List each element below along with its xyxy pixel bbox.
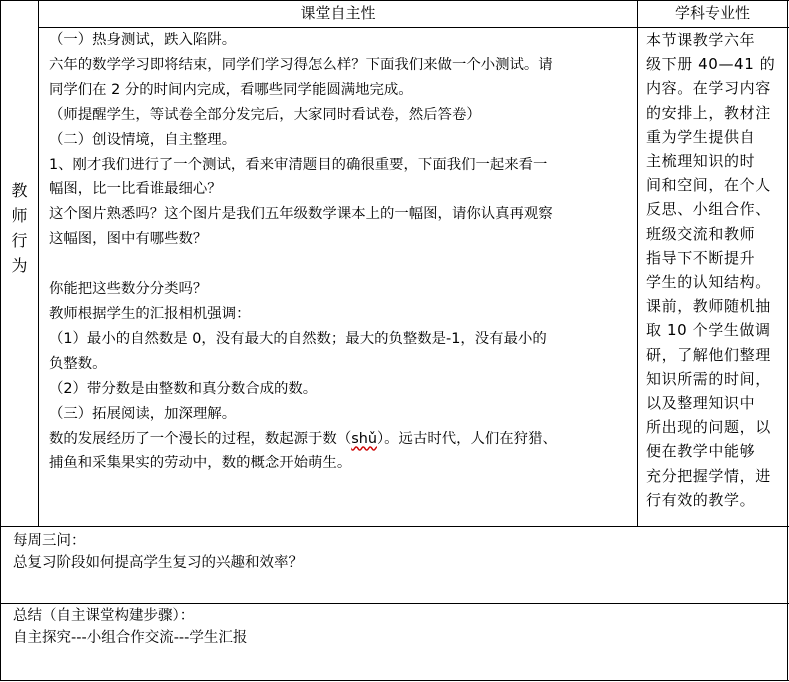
paragraph-line: 这个图片熟悉吗？这个图片是我们五年级数学课本上的一幅图，请你认真再观察 xyxy=(49,206,553,223)
right-line: 课前，教师随机抽 xyxy=(646,297,771,316)
paragraph-line: 捕鱼和采集果实的劳动中，数的概念开始萌生。 xyxy=(49,455,352,472)
right-line: 内容。在学习内容 xyxy=(646,79,771,98)
right-line: 所出现的问题，以 xyxy=(646,418,771,437)
row-label-cell xyxy=(1,28,38,525)
header-main: 课堂自主性 xyxy=(300,4,376,22)
weekly-question: 总复习阶段如何提高学生复习的兴趣和效率？ xyxy=(13,555,303,571)
paragraph-line: 1、刚才我们进行了一个测试，看来审清题目的确很重要，下面我们一起来看一 xyxy=(49,156,548,173)
weekly-title: 每周三问： xyxy=(13,533,86,549)
row-label-char: 师 xyxy=(11,206,28,225)
right-line: 指导下不断提升 xyxy=(646,248,756,267)
right-line: 班级交流和教师 xyxy=(646,224,756,243)
paragraph-line: 幅图，比一比看谁最细心？ xyxy=(49,181,222,198)
summary-steps: 自主探究---小组合作交流---学生汇报 xyxy=(13,630,248,646)
section-heading: （二）创设情境，自主整理。 xyxy=(49,131,237,148)
paragraph-line: 负整数。 xyxy=(49,355,107,372)
paragraph-line: 你能把这些数分分类吗？ xyxy=(49,281,208,298)
paragraph-line: （2）带分数是由整数和真分数合成的数。 xyxy=(49,380,318,397)
right-line: 重为学生提供自 xyxy=(646,127,756,146)
row-label-char: 行 xyxy=(11,231,28,250)
right-line: 充分把握学情，进 xyxy=(646,466,771,485)
right-line: 取 10 个学生做调 xyxy=(646,321,771,340)
right-line: 本节课教学六年 xyxy=(646,31,756,49)
text-segment: ）。远古时代，人们在狩猎、 xyxy=(376,430,557,447)
right-line: 便在教学中能够 xyxy=(646,442,756,461)
right-line: 间和空间，在个人 xyxy=(646,176,771,195)
col-divider-right xyxy=(637,0,638,527)
col-divider-left xyxy=(38,0,39,527)
row-label-char: 为 xyxy=(11,256,28,275)
row-label-teacher-behavior xyxy=(1,178,38,278)
classroom-autonomy-content xyxy=(49,28,637,476)
table-border-bottom xyxy=(0,680,789,681)
paragraph-line: 这幅图，图中有哪些数？ xyxy=(49,231,208,248)
section-heading: （三）拓展阅读，加深理解。 xyxy=(49,405,237,422)
paragraph-line xyxy=(49,427,637,452)
right-line: 以及整理知识中 xyxy=(646,394,756,413)
summary-title: 总结（自主课堂构建步骤）： xyxy=(13,608,195,624)
right-line: 的安排上，教材注 xyxy=(646,103,771,122)
table-border-right xyxy=(787,0,788,681)
weekly-questions xyxy=(13,530,303,574)
pinyin-annotation: shǔ xyxy=(351,430,377,447)
right-line: 主梳理知识的时 xyxy=(646,152,756,171)
subject-professionalism-content xyxy=(646,28,782,512)
paragraph-line: （师提醒学生，等试卷全部分发完后，大家同时看试卷，然后答卷） xyxy=(49,106,481,123)
paragraph-line: 六年的数学学习即将结束，同学们学习得怎么样？下面我们来做一个小测试。请 xyxy=(49,56,553,73)
right-line: 学生的认知结构。 xyxy=(646,273,771,292)
right-line: 知识所需的时间， xyxy=(646,369,771,388)
header-right: 学科专业性 xyxy=(674,4,750,22)
section-heading: （一）热身测试，跌入陷阱。 xyxy=(49,32,237,48)
right-line: 反思、小组合作、 xyxy=(646,200,771,219)
right-line: 行有效的教学。 xyxy=(646,490,756,509)
text-segment: 数的发展经历了一个漫长的过程，数起源于数（ xyxy=(49,430,352,447)
right-line: 研，了解他们整理 xyxy=(646,345,771,364)
row-divider-2 xyxy=(0,603,789,604)
summary xyxy=(13,605,247,649)
paragraph-line: 同学们在 2 分的时间内完成，看哪些同学能圆满地完成。 xyxy=(49,81,413,98)
paragraph-line: 教师根据学生的汇报相机强调： xyxy=(49,305,251,322)
blank-line xyxy=(49,252,637,277)
row-divider-1 xyxy=(0,526,789,527)
right-line: 级下册 40—41 的 xyxy=(646,55,776,74)
row-label-char: 教 xyxy=(11,181,28,200)
paragraph-line: （1）最小的自然数是 0，没有最大的自然数；最大的负整数是-1，没有最小的 xyxy=(49,330,547,347)
